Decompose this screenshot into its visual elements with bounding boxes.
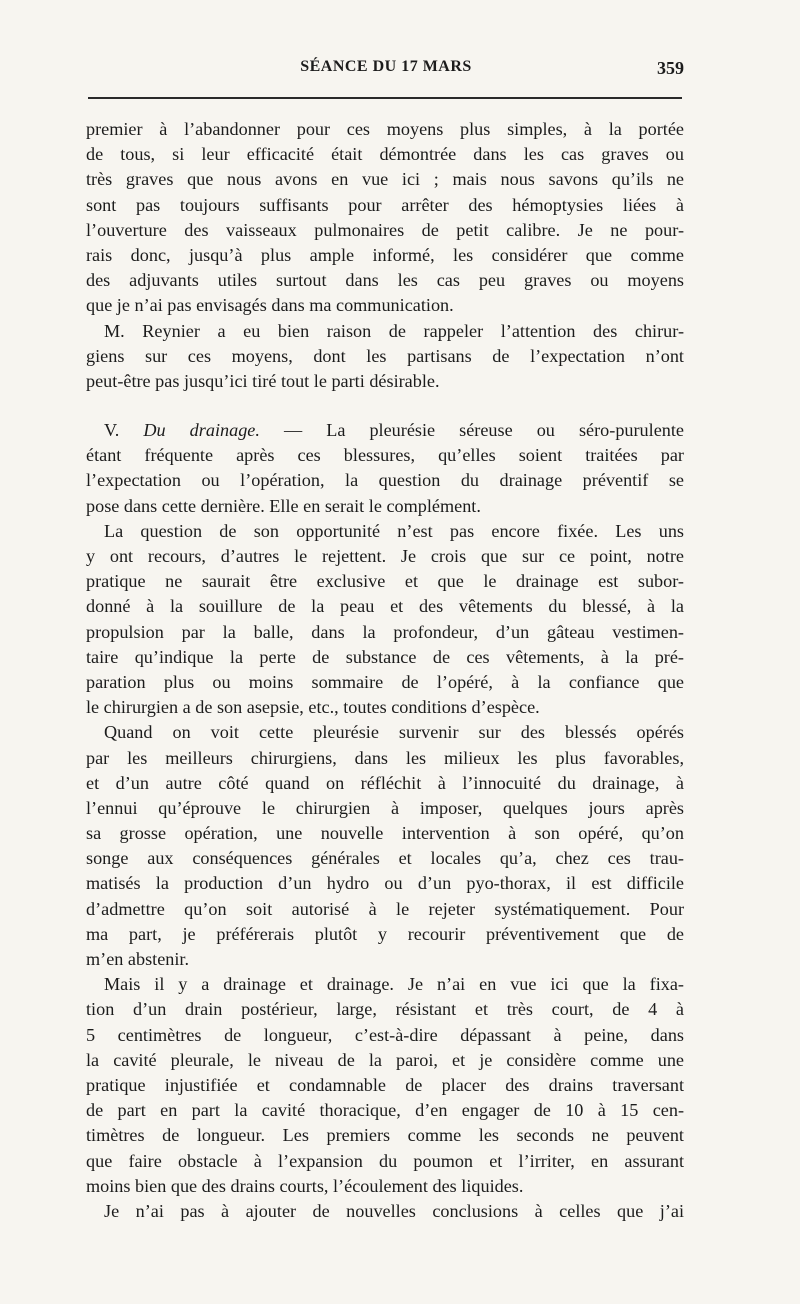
text-line: propulsion par la balle, dans la profondeur, d’un gâteau vestimen- [86,621,684,642]
section-title: Du drainage. [143,420,260,441]
text-line: La question de son opportunité n’est pas encore fixée. Les uns [104,520,684,541]
text-line: paration plus ou moins sommaire de l’opéré, à la confiance que [86,671,684,692]
text-line: par les meilleurs chirurgiens, dans les milieux les plus favorables, [86,747,684,768]
page-number: 359 [657,58,684,78]
text-line: taire qu’indique la perte de substance de ces vêtements, à la pré- [86,646,684,667]
body-text [86,117,684,1224]
text-line: M. Reynier a eu bien raison de rappeler l’attention des chirur- [104,320,684,341]
text-line: rais donc, jusqu’à plus ample informé, les considérer que comme [86,244,684,265]
text-line: timètres de longueur. Les premiers comme les seconds ne peuvent [86,1125,684,1146]
text-line: l’expectation ou l’opération, la question du drainage préventif se [86,470,684,491]
text-line: peut-être pas jusqu’ici tiré tout le parti désirable. [86,370,440,391]
text-line: étant fréquente après ces blessures, qu’elles soient traitées par [86,445,684,466]
text-line: le chirurgien a de son asepsie, etc., toutes conditions d’espèce. [86,697,540,718]
section-heading-line [86,418,684,443]
text-line: l’ouverture des vaisseaux pulmonaires de petit calibre. Je ne pour- [86,219,684,240]
section-number: V. [104,420,120,441]
text-line: et d’un autre côté quand on réfléchit à l’innocuité du drainage, à [86,772,684,793]
text-line: moins bien que des drains courts, l’écoulement des liquides. [86,1175,524,1196]
text-line: m’en abstenir. [86,949,190,969]
text-line: Mais il y a drainage et drainage. Je n’ai en vue ici que la fixa- [104,974,684,995]
text-line: très graves que nous avons en vue ici ; mais nous savons qu’ils ne [86,169,684,190]
text-line: la cavité pleurale, le niveau de la paroi, et je considère comme une [86,1049,684,1070]
text-line: tion d’un drain postérieur, large, résistant et très court, de 4 à [86,999,684,1020]
text-line: matisés la production d’un hydro ou d’un pyo-thorax, il est difficile [86,873,684,894]
text-line: premier à l’abandonner pour ces moyens plus simples, à la portée [86,119,684,139]
text-line: sa grosse opération, une nouvelle intervention à son opéré, qu’on [86,823,684,844]
text-line: Je n’ai pas à ajouter de nouvelles conclusions à celles que j’ai [104,1200,684,1221]
text-line: pratique injustifiée et condamnable de placer des drains traversant [86,1074,684,1095]
text-line: que je n’ai pas envisagés dans ma communication. [86,295,454,316]
text-line: pratique ne saurait être exclusive et que le drainage est subor- [86,571,684,592]
text-line: d’admettre qu’on soit autorisé à le rejeter systématiquement. Pour [86,898,684,919]
text-line: donné à la souillure de la peau et des vêtements du blessé, à la [86,596,684,617]
text-line: l’ennui qu’éprouve le chirurgien à imposer, quelques jours après [86,797,684,818]
text-line: giens sur ces moyens, dont les partisans de l’expectation n’ont [86,345,684,366]
text-line: Quand on voit cette pleurésie survenir sur des blessés opérés [104,722,684,743]
page-header [88,58,684,86]
text-line: 5 centimètres de longueur, c’est-à-dire dépassant à peine, dans [86,1024,684,1045]
section-gap [86,394,684,418]
text-line: que faire obstacle à l’expansion du poumon et l’irriter, en assurant [86,1150,684,1171]
section-heading-text: — La pleurésie séreuse ou séro-purulente [283,420,684,441]
text-line: pose dans cette dernière. Elle en serait le complément. [86,495,481,516]
text-line: y ont recours, d’autres le rejettent. Je crois que sur ce point, notre [86,546,684,566]
text-line: des adjuvants utiles surtout dans les cas peu graves ou moyens [86,270,684,291]
text-line: songe aux conséquences générales et locales qu’a, chez ces trau- [86,848,684,869]
text-line: sont pas toujours suffisants pour arrêter des hémoptysies liées à [86,194,684,215]
header-rule [88,97,682,99]
text-line: de tous, si leur efficacité était démontrée dans les cas graves ou [86,144,684,165]
running-title: SÉANCE DU 17 MARS [300,58,472,75]
text-line: ma part, je préférerais plutôt y recourir préventivement que de [86,923,684,944]
text-line: de part en part la cavité thoracique, d’en engager de 10 à 15 cen- [86,1100,684,1121]
